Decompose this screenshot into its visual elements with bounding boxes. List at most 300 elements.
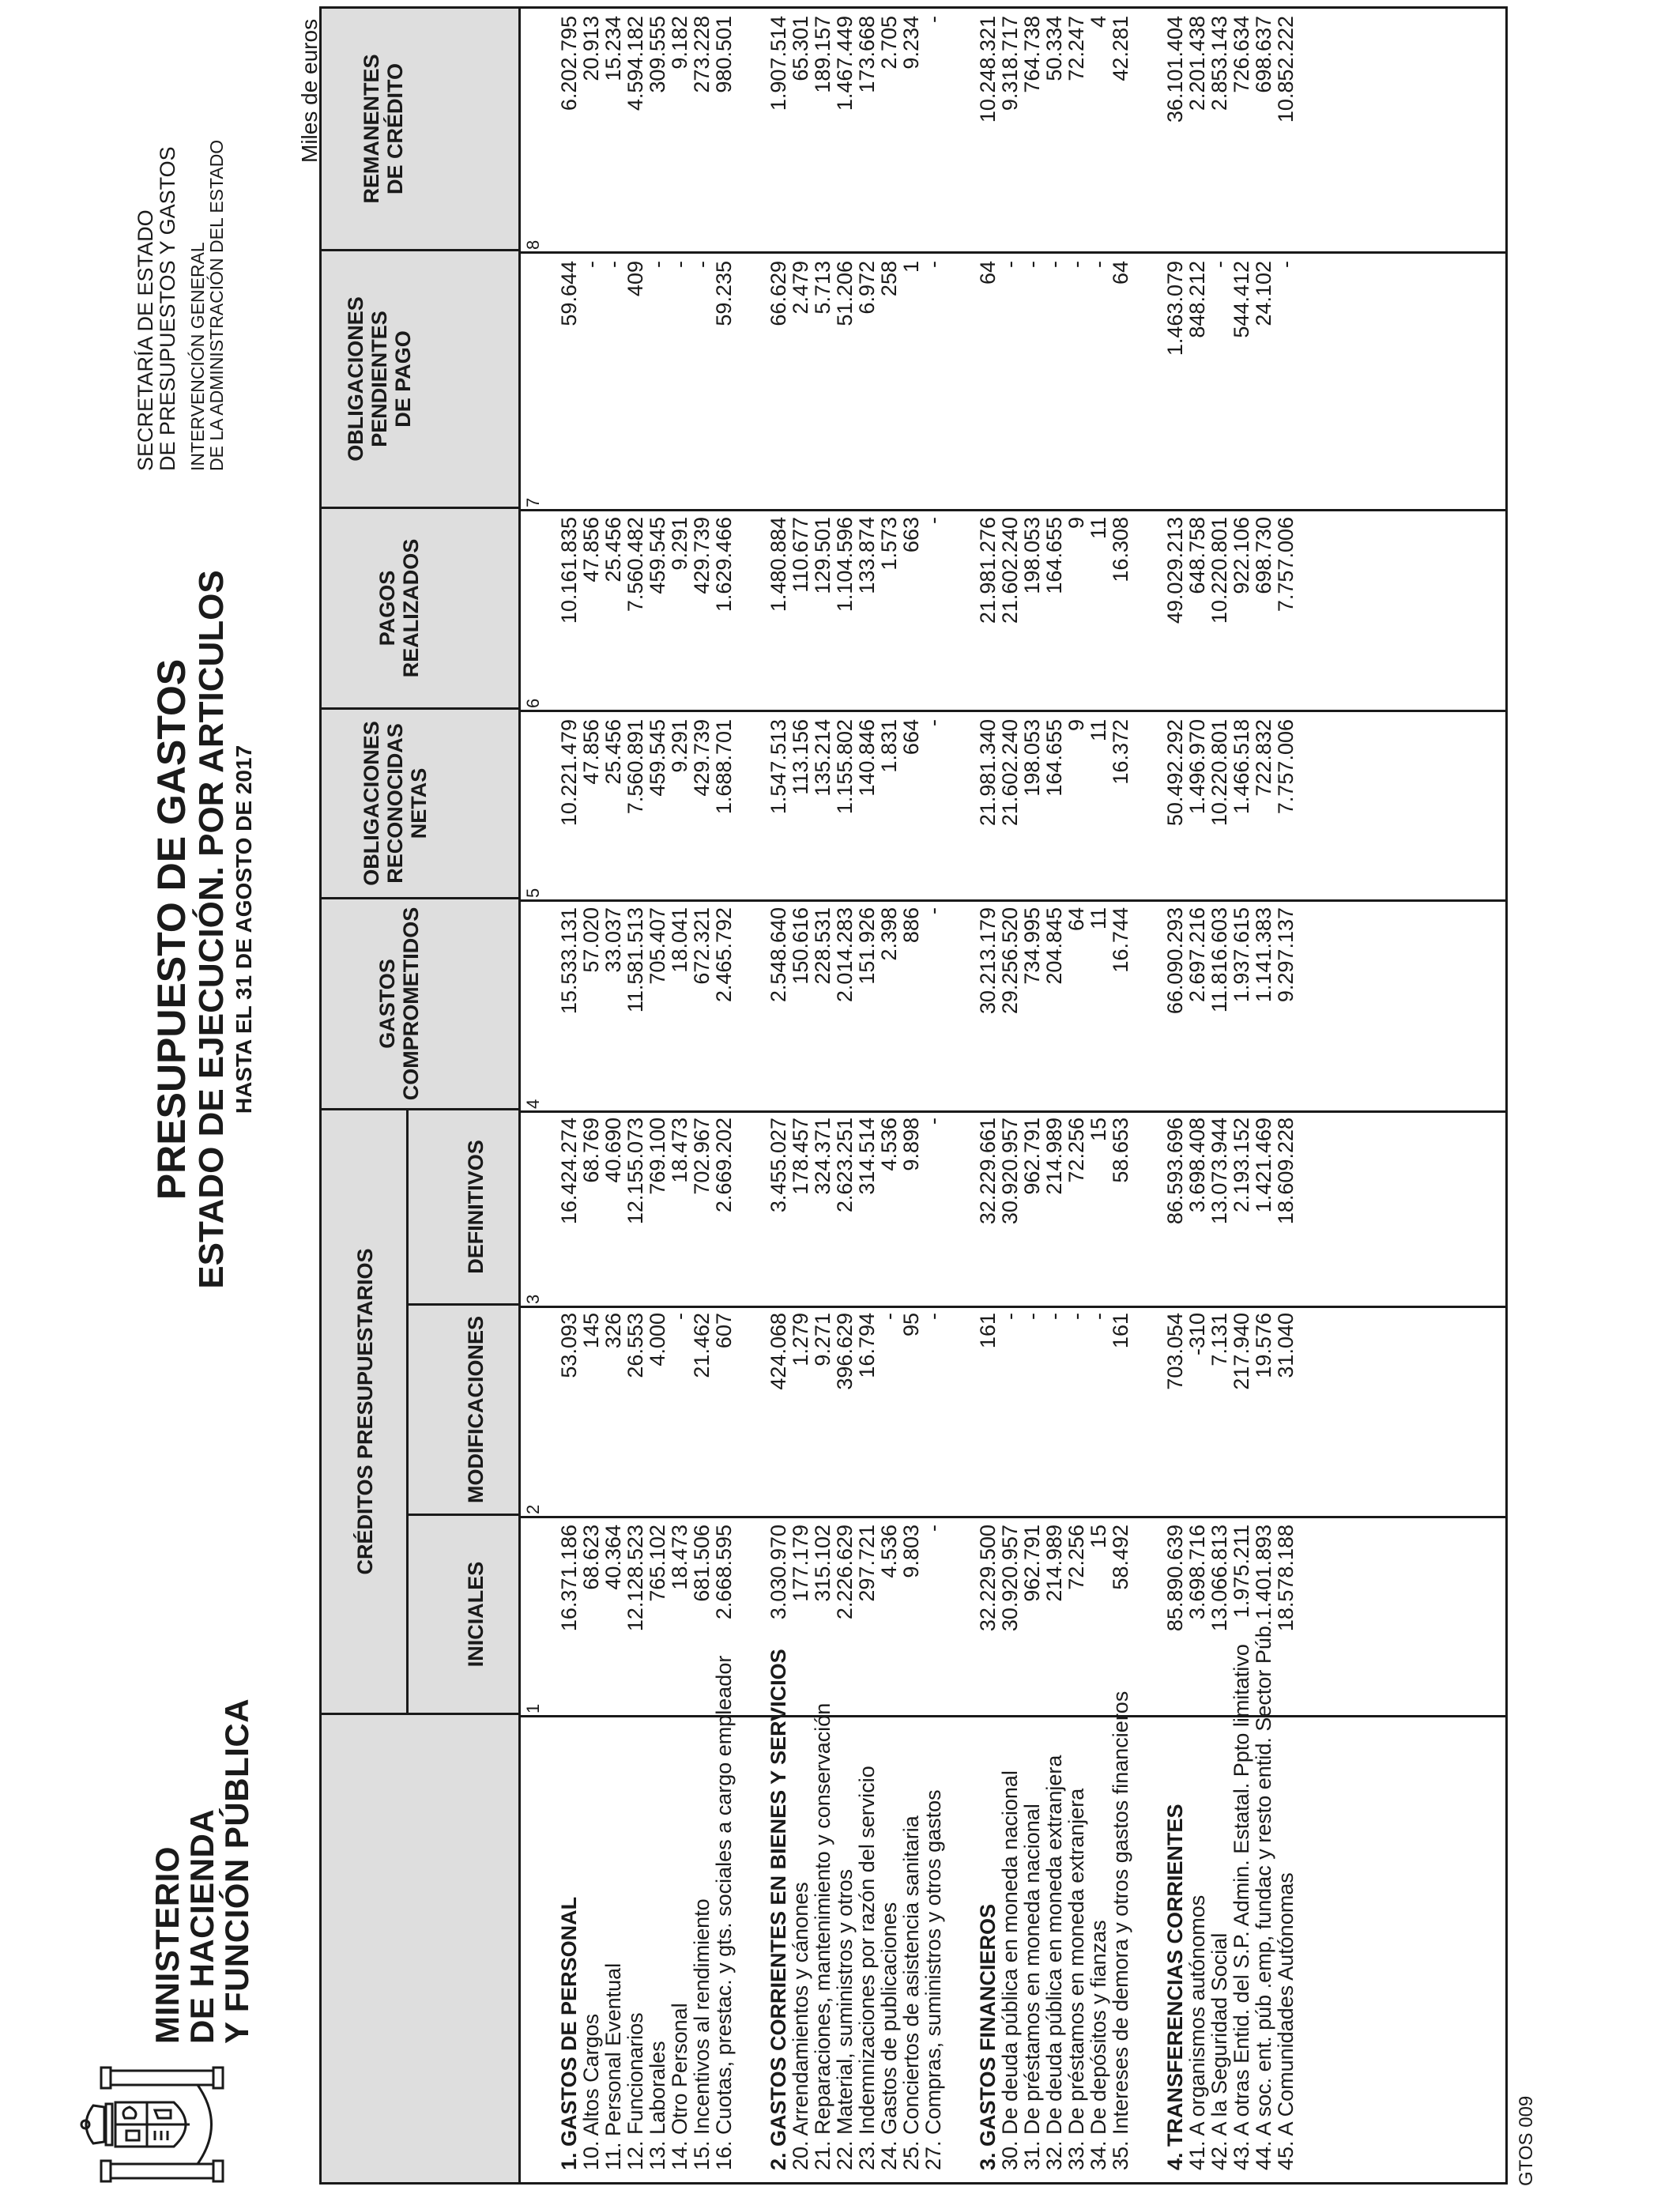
table-row-label: 41. A organismos autónomos <box>1185 1894 1209 2170</box>
table-cell: 396.629 <box>833 1313 857 1390</box>
table-cell: 173.668 <box>855 16 879 93</box>
table-cell: 151.926 <box>855 907 879 985</box>
table-cell: 30.920.957 <box>998 1118 1022 1225</box>
table-row-label: 27. Compras, suministros y otros gastos <box>921 1789 945 2170</box>
table-cell: 2.548.640 <box>767 907 790 1003</box>
table-cell: - <box>921 1525 945 1532</box>
header-pagos-l2: REALIZADOS <box>399 538 423 678</box>
ministry-line-3: Y FUNCIÓN PÚBLICA <box>218 1698 255 2044</box>
header-oblig-l1: OBLIGACIONES <box>360 721 383 886</box>
table-cell: 962.791 <box>1020 1525 1044 1602</box>
table-cell: 703.054 <box>1163 1313 1187 1390</box>
table-cell: 214.989 <box>1042 1525 1066 1602</box>
table-cell: 64 <box>976 261 1000 285</box>
table-cell: 9.291 <box>668 719 691 773</box>
table-row-label: 10. Altos Cargos <box>579 2013 603 2170</box>
table-cell: 72.256 <box>1064 1118 1088 1183</box>
table-cell: 32.229.661 <box>976 1118 1000 1225</box>
table-cell: 9.297.137 <box>1274 907 1298 1003</box>
table-cell: 2.705 <box>877 16 901 70</box>
table-cell: 1.421.469 <box>1252 1118 1275 1213</box>
table-cell: 1.467.449 <box>833 16 857 111</box>
table-cell: 47.856 <box>579 517 603 582</box>
form-code: GTOS 009 <box>1516 2095 1537 2186</box>
table-cell: - <box>998 261 1022 268</box>
header-creditos <box>322 1110 409 1715</box>
table-cell: 681.506 <box>690 1525 714 1602</box>
table-cell: 72.247 <box>1064 16 1088 81</box>
table-section-label: 1. GASTOS DE PERSONAL <box>557 1896 581 2170</box>
table-cell: 765.102 <box>646 1525 669 1602</box>
table-cell: - <box>668 1313 691 1320</box>
table-cell: 10.161.835 <box>557 517 581 624</box>
table-cell: 1.688.701 <box>712 719 736 815</box>
table-cell: 1.104.596 <box>833 517 857 613</box>
table-cell: 2.669.202 <box>712 1118 736 1213</box>
table-cell: 58.653 <box>1109 1118 1132 1183</box>
table-cell: 72.256 <box>1064 1525 1088 1590</box>
table-cell: 9.898 <box>899 1118 923 1171</box>
table-cell: 7.757.006 <box>1274 719 1298 815</box>
table-cell: - <box>579 261 603 268</box>
table-cell: 459.545 <box>646 517 669 594</box>
table-cell: 64 <box>1109 261 1132 285</box>
table-cell: 16.372 <box>1109 719 1132 785</box>
table-row-label: 30. De deuda pública en moneda nacional <box>998 1770 1022 2170</box>
table-cell: 16.308 <box>1109 517 1132 582</box>
table-cell: 164.655 <box>1042 719 1066 797</box>
table-cell: 2.226.629 <box>833 1525 857 1620</box>
table-cell: 10.852.222 <box>1274 16 1298 123</box>
table-cell: 30.213.179 <box>976 907 1000 1015</box>
table-cell: 140.846 <box>855 719 879 797</box>
colnum-2: 2 <box>523 1504 543 1514</box>
ministry-name <box>150 1698 254 2044</box>
table-cell: 1.496.970 <box>1185 719 1209 815</box>
table-cell: 86.593.696 <box>1163 1118 1187 1225</box>
table-cell: 29.256.520 <box>998 907 1022 1015</box>
table-cell: - <box>646 261 669 268</box>
table-cell: - <box>1207 261 1231 268</box>
table-cell: 16.794 <box>855 1313 879 1378</box>
header-pagos-realizados <box>322 509 519 710</box>
table-cell: 1.907.514 <box>767 16 790 111</box>
colnum-6: 6 <box>523 698 543 708</box>
table-cell: 297.721 <box>855 1525 879 1602</box>
table-cell: 2.193.152 <box>1230 1118 1253 1213</box>
table-cell: 459.545 <box>646 719 669 797</box>
table-cell: 1.937.615 <box>1230 907 1253 1003</box>
table-cell: 11 <box>1087 517 1110 540</box>
table-cell: 429.739 <box>690 719 714 797</box>
table-cell: 258 <box>877 261 901 297</box>
table-cell: 161 <box>1109 1313 1132 1349</box>
table-cell: 698.637 <box>1252 16 1275 93</box>
table-cell: 2.014.283 <box>833 907 857 1003</box>
report-title <box>150 455 258 1404</box>
table-cell: 9.271 <box>811 1313 834 1367</box>
table-cell: 9 <box>1064 719 1088 732</box>
table-cell: - <box>921 16 945 23</box>
table-cell: 4.594.182 <box>623 16 647 111</box>
table-row-label: 25. Conciertos de asistencia sanitaria <box>899 1815 923 2170</box>
table-cell: 18.041 <box>668 907 691 973</box>
title-line-1: PRESUPUESTO DE GASTOS <box>149 658 194 1201</box>
table-cell: 53.093 <box>557 1313 581 1378</box>
table-cell: 424.068 <box>767 1313 790 1390</box>
header-gastos-l2: COMPROMETIDOS <box>399 907 423 1101</box>
table-cell: 95 <box>899 1313 923 1337</box>
header-pend-l2: PENDIENTES <box>367 311 391 447</box>
table-cell: - <box>690 261 714 268</box>
table-cell: 648.758 <box>1185 517 1209 594</box>
table-cell: 40.364 <box>601 1525 625 1590</box>
table-cell: 11.816.603 <box>1207 907 1231 1013</box>
table-cell: 734.995 <box>1020 907 1044 985</box>
table-cell: 2.623.251 <box>833 1118 857 1213</box>
header-definitivos <box>406 1110 519 1306</box>
table-cell: 135.214 <box>811 719 834 797</box>
table-cell: 324.371 <box>811 1118 834 1195</box>
table-cell: 19.576 <box>1252 1313 1275 1378</box>
table-cell: 2.697.216 <box>1185 907 1209 1003</box>
table-cell: 922.106 <box>1230 517 1253 594</box>
table-cell: 26.553 <box>623 1313 647 1378</box>
table-cell: 672.321 <box>690 907 714 985</box>
table-cell: 21.981.276 <box>976 517 1000 624</box>
table-cell: 7.757.006 <box>1274 517 1298 613</box>
table-cell: 314.514 <box>855 1118 879 1195</box>
table-cell: 65.301 <box>789 16 812 81</box>
table-cell: 9.291 <box>668 517 691 571</box>
table-cell: 13.066.813 <box>1207 1525 1231 1632</box>
colnum-8: 8 <box>523 239 543 250</box>
table-cell: 15.533.131 <box>557 907 581 1015</box>
table-cell: - <box>1042 261 1066 268</box>
colnum-5: 5 <box>523 888 543 898</box>
header-gastos-comprometidos <box>322 899 519 1110</box>
table-cell: 33.037 <box>601 907 625 973</box>
table-cell: 10.220.801 <box>1207 517 1231 624</box>
table-cell: 1.480.884 <box>767 517 790 613</box>
table-cell: 47.856 <box>579 719 603 785</box>
secretariat-block <box>134 140 226 471</box>
table-cell: 228.531 <box>811 907 834 985</box>
table-row-label: 24. Gastos de publicaciones <box>877 1902 901 2170</box>
header-pagos-l1: PAGOS <box>375 570 399 647</box>
table-cell: 726.634 <box>1230 16 1253 93</box>
table-cell: 7.560.891 <box>623 719 647 815</box>
table-cell: 544.412 <box>1230 261 1253 338</box>
table-cell: 1.401.893 <box>1252 1525 1275 1620</box>
table-cell: - <box>921 907 945 914</box>
table-cell: 4.536 <box>877 1525 901 1578</box>
table-cell: 1.629.466 <box>712 517 736 613</box>
header-obligaciones-netas <box>322 710 519 899</box>
intervencion-line-2: DE LA ADMINISTRACIÓN DEL ESTADO <box>206 139 227 471</box>
table-row-label: 35. Intereses de demora y otros gastos financieros <box>1109 1691 1132 2170</box>
table-cell: 31.040 <box>1274 1313 1298 1378</box>
title-line-3: HASTA EL 31 DE AGOSTO DE 2017 <box>232 745 256 1114</box>
table-cell: 1.279 <box>789 1313 812 1367</box>
table-cell: 198.053 <box>1020 517 1044 594</box>
table-cell: - <box>1020 261 1044 268</box>
table-cell: 204.845 <box>1042 907 1066 985</box>
table-cell: 133.874 <box>855 517 879 594</box>
table-cell: 705.407 <box>646 907 669 985</box>
table-cell: 129.501 <box>811 517 834 594</box>
table-cell: - <box>877 1313 901 1320</box>
table-cell: 9.803 <box>899 1525 923 1578</box>
header-rem-l2: DE CRÉDITO <box>383 62 407 195</box>
header-creditos-label: CRÉDITOS PRESUPUESTARIOS <box>353 1248 377 1575</box>
table-cell: 49.029.213 <box>1163 517 1187 624</box>
table-cell: 145 <box>579 1313 603 1349</box>
table-row-label: 16. Cuotas, prestac. y gts. sociales a cargo empleador <box>712 1655 736 2170</box>
table-cell: 85.890.639 <box>1163 1525 1187 1632</box>
table-cell: 764.738 <box>1020 16 1044 93</box>
header-concept-cell <box>322 1715 519 2182</box>
table-cell: 11 <box>1087 719 1110 742</box>
table-cell: 42.281 <box>1109 16 1132 81</box>
table-cell: 18.578.188 <box>1274 1525 1298 1632</box>
table-section-label: 3. GASTOS FINANCIEROS <box>976 1903 1000 2170</box>
table-cell: 214.989 <box>1042 1118 1066 1195</box>
table-cell: 962.791 <box>1020 1118 1044 1195</box>
table-cell: 1 <box>899 261 923 273</box>
table-cell: - <box>1087 1313 1110 1320</box>
table-cell: 2.398 <box>877 907 901 961</box>
table-cell: 18.473 <box>668 1525 691 1590</box>
table-cell: 189.157 <box>811 16 834 93</box>
table-cell: 161 <box>976 1313 1000 1349</box>
table-cell: 1.975.211 <box>1230 1525 1253 1619</box>
table-cell: 3.698.408 <box>1185 1118 1209 1213</box>
table-cell: 25.456 <box>601 517 625 582</box>
table-cell: 1.831 <box>877 719 901 773</box>
table-cell: 9.182 <box>668 16 691 70</box>
table-cell: 7.560.482 <box>623 517 647 613</box>
table-cell: 66.090.293 <box>1163 907 1187 1015</box>
table-cell: 32.229.500 <box>976 1525 1000 1632</box>
table-cell: -310 <box>1185 1313 1209 1356</box>
table-cell: - <box>921 1313 945 1320</box>
table-cell: 198.053 <box>1020 719 1044 797</box>
table-cell: 11.581.513 <box>623 907 647 1013</box>
table-cell: 2.668.595 <box>712 1525 736 1620</box>
table-cell: 429.739 <box>690 517 714 594</box>
table-cell: 24.102 <box>1252 261 1275 326</box>
table-cell: 1.155.802 <box>833 719 857 815</box>
table-cell: 3.698.716 <box>1185 1525 1209 1620</box>
table-cell: 16.371.186 <box>557 1525 581 1632</box>
table-cell: - <box>921 1118 945 1125</box>
table-cell: 11 <box>1087 907 1110 930</box>
table-cell: 59.235 <box>712 261 736 326</box>
table-cell: 3.455.027 <box>767 1118 790 1213</box>
table-row-label: 14. Otro Personal <box>668 2003 691 2170</box>
table-cell: 68.623 <box>579 1525 603 1590</box>
table-cell: 10.221.479 <box>557 719 581 827</box>
header-oblig-l3: NETAS <box>407 767 431 839</box>
table-row-label: 23. Indemnizaciones por razón del servicio <box>855 1766 879 2170</box>
table-cell: 30.920.957 <box>998 1525 1022 1632</box>
colnum-1: 1 <box>523 1703 543 1713</box>
colnum-3: 3 <box>523 1294 543 1304</box>
table-cell: 2.465.792 <box>712 907 736 1003</box>
table-cell: 15 <box>1087 1525 1110 1549</box>
table-cell: - <box>921 719 945 726</box>
table-cell: 36.101.404 <box>1163 16 1187 123</box>
table-cell: 273.228 <box>690 16 714 93</box>
table-cell: 6.972 <box>855 261 879 315</box>
table-row-label: 45. A Comunidades Autónomas <box>1274 1872 1298 2170</box>
table-cell: 150.616 <box>789 907 812 985</box>
colnum-4: 4 <box>523 1099 543 1109</box>
table-cell: 10.220.801 <box>1207 719 1231 827</box>
secretariat-line-2: DE PRESUPUESTOS Y GASTOS <box>156 146 179 471</box>
table-cell: 16.424.274 <box>557 1118 581 1225</box>
table-cell: 1.141.383 <box>1252 907 1275 1003</box>
table-cell: 21.981.340 <box>976 719 1000 827</box>
table-cell: 12.128.523 <box>623 1525 647 1632</box>
table-row-label: 44. A soc. ent. púb .emp, fundac y resto entid. Sector Púb. <box>1252 1619 1275 2170</box>
header-modificaciones-label: MODIFICACIONES <box>464 1316 488 1504</box>
ministry-line-1: MINISTERIO <box>149 1845 186 2044</box>
table-cell: 15.234 <box>601 16 625 81</box>
header-remanentes <box>322 9 519 251</box>
header-divider <box>518 6 521 2185</box>
table-cell: - <box>1064 261 1088 268</box>
table-row-label: 32. De deuda pública en moneda extranjera <box>1042 1755 1066 2170</box>
table-cell: 722.832 <box>1252 719 1275 797</box>
table-cell: 9.318.717 <box>998 16 1022 111</box>
header-definitivos-label: DEFINITIVOS <box>464 1140 488 1274</box>
header-pend-l1: OBLIGACIONES <box>344 296 367 462</box>
table-cell: - <box>1020 1313 1044 1320</box>
table-cell: 25.456 <box>601 719 625 785</box>
table-row-label: 33. De préstamos en moneda extranjera <box>1064 1788 1088 2170</box>
table-row-label: 21. Reparaciones, mantenimiento y conservación <box>811 1702 834 2170</box>
table-cell: 1.547.513 <box>767 719 790 815</box>
table-cell: 5.713 <box>811 261 834 315</box>
table-cell: 18.473 <box>668 1118 691 1183</box>
table-cell: 1.573 <box>877 517 901 571</box>
table-section-label: 4. TRANSFERENCIAS CORRIENTES <box>1163 1804 1187 2170</box>
table-cell: 217.940 <box>1230 1313 1253 1390</box>
table-cell: 51.206 <box>833 261 857 326</box>
coat-of-arms-icon <box>79 2066 245 2183</box>
table-cell: 309.555 <box>646 16 669 93</box>
units-label: Miles de euros <box>297 18 322 163</box>
table-row-label: 20. Arrendamientos y cánones <box>789 1882 812 2170</box>
table-row-label: 42. A la Seguridad Social <box>1207 1932 1231 2170</box>
table-row-label: 43. A otras Entid. del S.P. Admin. Estatal. Ppto limitativo <box>1230 1644 1253 2170</box>
header-oblig-l2: RECONOCIDAS <box>383 723 407 884</box>
table-cell: 18.609.228 <box>1274 1118 1298 1225</box>
table-cell: 21.602.240 <box>998 517 1022 624</box>
table-cell: 66.629 <box>767 261 790 326</box>
table-cell: 1.466.518 <box>1230 719 1253 815</box>
table-cell: 848.212 <box>1185 261 1209 338</box>
table-cell: - <box>921 261 945 268</box>
table-cell: 15 <box>1087 1118 1110 1142</box>
table-cell: 315.102 <box>811 1525 834 1602</box>
table-cell: 4 <box>1087 16 1110 28</box>
table-cell: - <box>1042 1313 1066 1320</box>
table-cell: 607 <box>712 1313 736 1349</box>
table-cell: 50.334 <box>1042 16 1066 81</box>
header-pendientes-pago <box>322 251 519 509</box>
table-cell: 20.913 <box>579 16 603 81</box>
table-row-label: 11. Personal Eventual <box>601 1962 625 2170</box>
ministry-line-2: DE HACIENDA <box>183 1808 220 2044</box>
table-cell: 177.179 <box>789 1525 812 1602</box>
table-cell: 3.030.970 <box>767 1525 790 1620</box>
secretariat-line-1: SECRETARÍA DE ESTADO <box>134 209 157 471</box>
header-pend-l3: DE PAGO <box>391 330 415 428</box>
table-cell: - <box>601 261 625 268</box>
colnum-7: 7 <box>523 497 543 507</box>
table-cell: 4.536 <box>877 1118 901 1171</box>
table-cell: 6.202.795 <box>557 16 581 111</box>
table-cell: 2.479 <box>789 261 812 315</box>
table-section-label: 2. GASTOS CORRIENTES EN BIENES Y SERVICIOS <box>767 1649 790 2170</box>
table-cell: - <box>998 1313 1022 1320</box>
table-cell: 326 <box>601 1313 625 1349</box>
table-cell: 57.020 <box>579 907 603 973</box>
table-row-label: 31. De préstamos en moneda nacional <box>1020 1804 1044 2170</box>
table-cell: 50.492.292 <box>1163 719 1187 827</box>
table-cell: - <box>668 261 691 268</box>
table-cell: 113.156 <box>789 719 812 795</box>
table-cell: 10.248.321 <box>976 16 1000 123</box>
table-cell: 4.000 <box>646 1313 669 1367</box>
table-cell: 64 <box>1064 907 1088 932</box>
table-row-label: 22. Material, suministros y otros <box>833 1868 857 2170</box>
table-cell: 409 <box>623 261 647 297</box>
header-gastos-l1: GASTOS <box>375 959 399 1049</box>
table-row-label: 34. De depósitos y fianzas <box>1087 1920 1110 2170</box>
table-cell: 13.073.944 <box>1207 1118 1231 1225</box>
table-cell: 164.655 <box>1042 517 1066 594</box>
table-cell: 702.967 <box>690 1118 714 1195</box>
table-cell: 9 <box>1064 517 1088 530</box>
table-cell: 664 <box>899 719 923 756</box>
table-cell: 2.201.438 <box>1185 16 1209 111</box>
table-cell: 980.501 <box>712 16 736 93</box>
table-cell: 7.131 <box>1207 1313 1231 1367</box>
header-rem-l1: REMANENTES <box>360 54 383 204</box>
intervencion-line-1: INTERVENCIÓN GENERAL <box>187 242 208 471</box>
table-cell: 12.155.073 <box>623 1118 647 1225</box>
table-row-label: 12. Funcionarios <box>623 2012 647 2170</box>
table-cell: 663 <box>899 517 923 553</box>
table-cell: 110.677 <box>789 517 812 593</box>
table-cell: 59.644 <box>557 261 581 326</box>
table-row-label: 13. Laborales <box>646 2041 669 2170</box>
table-cell: 769.100 <box>646 1118 669 1195</box>
table-cell: 698.730 <box>1252 517 1275 594</box>
table-cell: 68.769 <box>579 1118 603 1183</box>
header-modificaciones <box>406 1306 519 1516</box>
header-iniciales <box>406 1516 519 1715</box>
title-line-2: ESTADO DE EJECUCIÓN. POR ARTICULOS <box>192 570 231 1289</box>
table-cell: 21.462 <box>690 1313 714 1378</box>
table-cell: 178.457 <box>789 1118 812 1195</box>
table-cell: 2.853.143 <box>1207 16 1231 111</box>
table-cell: - <box>1087 261 1110 268</box>
